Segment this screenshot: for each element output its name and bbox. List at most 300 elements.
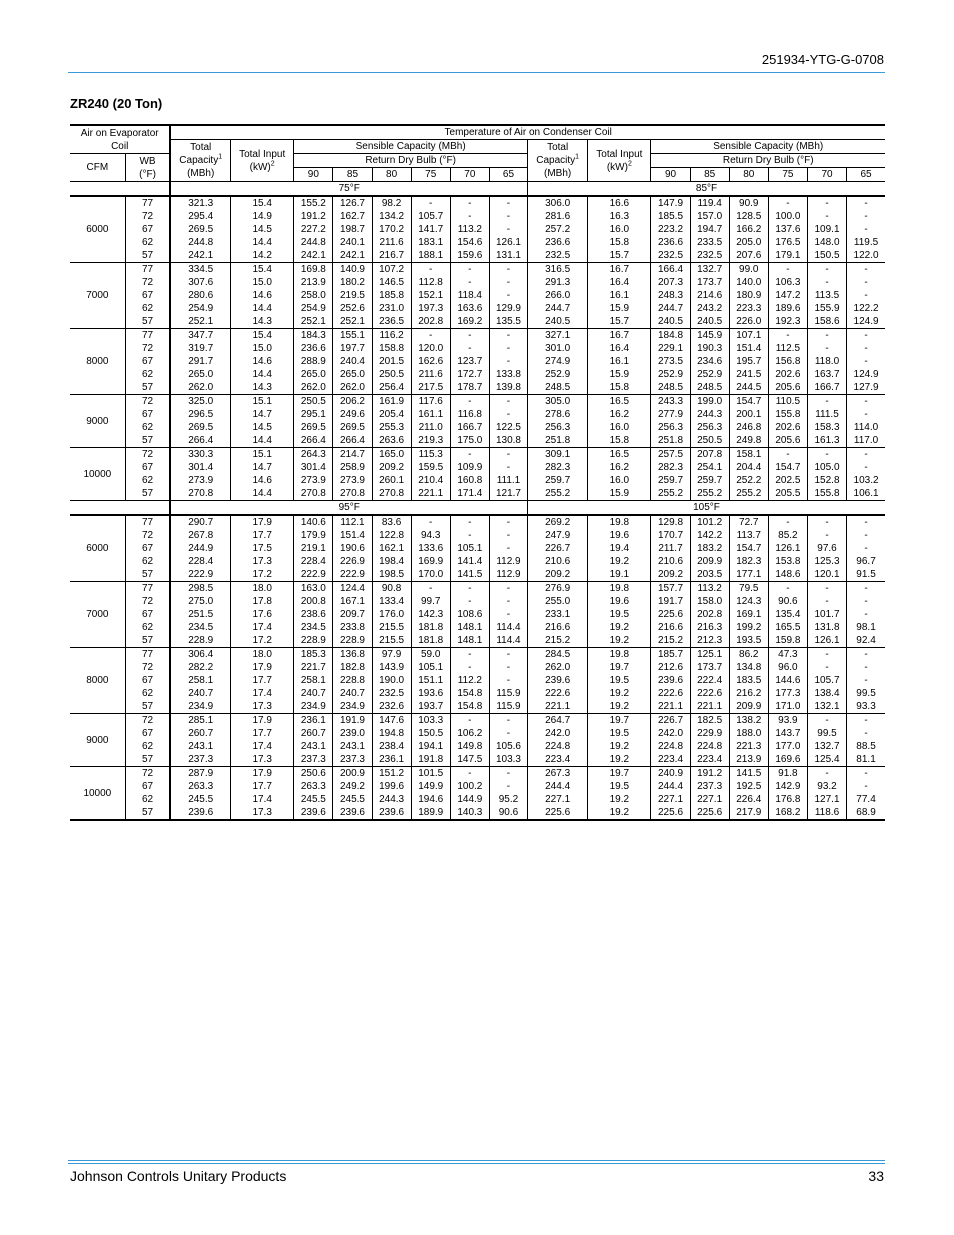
- data-cell: 197.7: [333, 342, 372, 355]
- wb-cell: 72: [141, 662, 154, 673]
- data-cell: 239.6: [294, 806, 333, 820]
- data-cell: 47.3: [768, 648, 807, 662]
- data-cell: 243.2: [690, 302, 729, 315]
- data-cell: 194.1: [411, 740, 450, 753]
- data-cell: 14.3: [231, 315, 294, 329]
- wb-cell: 72: [141, 596, 154, 607]
- data-cell: 255.2: [690, 487, 729, 501]
- wb-cell: 62: [141, 303, 154, 314]
- data-cell: 226.4: [729, 793, 768, 806]
- data-cell: 120.1: [807, 568, 846, 582]
- data-cell: 193.7: [411, 700, 450, 714]
- data-cell: 221.1: [651, 700, 690, 714]
- data-cell: 270.8: [372, 487, 411, 501]
- data-cell: 191.7: [651, 595, 690, 608]
- data-cell: -: [807, 263, 846, 277]
- wb-cell: 57: [141, 635, 154, 646]
- data-cell: 165.0: [372, 448, 411, 462]
- data-cell: 219.3: [411, 434, 450, 448]
- table-row: [70, 474, 885, 487]
- data-cell: 194.6: [411, 793, 450, 806]
- data-cell: 93.3: [847, 700, 885, 714]
- data-cell: 221.1: [690, 700, 729, 714]
- data-cell: 234.9: [294, 700, 333, 714]
- data-cell: 198.7: [333, 223, 372, 236]
- data-cell: 185.5: [651, 210, 690, 223]
- data-cell: 19.5: [588, 608, 651, 621]
- wb-cell: 57: [141, 488, 154, 499]
- data-cell: 16.0: [588, 223, 651, 236]
- data-cell: -: [847, 408, 885, 421]
- data-cell: 91.5: [847, 568, 885, 582]
- wb-cell: 72: [125, 448, 170, 462]
- data-cell: 68.9: [847, 806, 885, 820]
- data-cell: 266.4: [170, 434, 230, 448]
- data-cell: 233.5: [690, 236, 729, 249]
- data-cell: 105.7: [807, 674, 846, 687]
- data-cell: 185.7: [651, 648, 690, 662]
- data-cell: 237.3: [690, 780, 729, 793]
- data-cell: 202.8: [690, 608, 729, 621]
- data-cell: 163.0: [294, 582, 333, 596]
- wb-cell: 77: [125, 648, 170, 662]
- data-cell: 197.3: [411, 302, 450, 315]
- data-cell: 264.7: [528, 714, 588, 728]
- data-cell: 98.2: [372, 196, 411, 210]
- data-cell: 211.6: [411, 368, 450, 381]
- data-cell: 129.9: [489, 302, 527, 315]
- table-row: [70, 276, 885, 289]
- data-cell: 275.0: [170, 595, 230, 608]
- data-cell: 266.4: [333, 434, 372, 448]
- table-row: [70, 582, 885, 596]
- data-cell: -: [489, 196, 527, 210]
- data-cell: 254.9: [170, 302, 230, 315]
- data-cell: -: [807, 329, 846, 343]
- data-cell: 192.5: [729, 780, 768, 793]
- data-cell: 221.1: [528, 700, 588, 714]
- data-cell: 255.2: [729, 487, 768, 501]
- header-db-left: 85: [333, 168, 372, 182]
- data-cell: 309.1: [528, 448, 588, 462]
- data-cell: -: [847, 395, 885, 409]
- data-cell: 225.6: [651, 806, 690, 820]
- wb-cell: 77: [141, 198, 154, 209]
- data-cell: 90.6: [489, 806, 527, 820]
- data-cell: 256.4: [372, 381, 411, 395]
- data-cell: 133.8: [489, 368, 527, 381]
- header-db-right: 80: [729, 168, 768, 182]
- data-cell: 256.3: [690, 421, 729, 434]
- header-db-right: 90: [651, 168, 690, 182]
- data-cell: 94.3: [411, 529, 450, 542]
- data-cell: -: [768, 448, 807, 462]
- footer-company: Johnson Controls Unitary Products: [70, 1168, 287, 1184]
- data-cell: 86.2: [729, 648, 768, 662]
- data-cell: 228.4: [294, 555, 333, 568]
- data-cell: 236.6: [651, 236, 690, 249]
- wb-cell: 57: [141, 701, 154, 712]
- wb-cell: 67: [141, 356, 154, 367]
- data-cell: 222.4: [690, 674, 729, 687]
- data-cell: -: [489, 342, 527, 355]
- data-cell: 255.2: [651, 487, 690, 501]
- data-cell: -: [489, 289, 527, 302]
- data-cell: -: [768, 329, 807, 343]
- data-cell: 161.3: [807, 434, 846, 448]
- data-cell: 236.1: [372, 753, 411, 767]
- data-cell: 119.5: [847, 236, 885, 249]
- data-cell: -: [807, 714, 846, 728]
- table-row: [70, 461, 885, 474]
- data-cell: 152.1: [411, 289, 450, 302]
- data-cell: 147.6: [372, 714, 411, 728]
- table-row: [70, 727, 885, 740]
- data-cell: 319.7: [170, 342, 230, 355]
- data-cell: 270.8: [170, 487, 230, 501]
- data-cell: 127.9: [847, 381, 885, 395]
- wb-cell: 67: [141, 609, 154, 620]
- data-cell: 254.9: [294, 302, 333, 315]
- data-cell: 216.2: [729, 687, 768, 700]
- data-cell: 192.3: [768, 315, 807, 329]
- data-cell: 212.6: [651, 661, 690, 674]
- wb-cell: 72: [125, 714, 170, 728]
- header-cfm: CFM: [70, 154, 125, 182]
- data-cell: -: [807, 661, 846, 674]
- data-cell: 217.5: [411, 381, 450, 395]
- data-cell: 225.6: [651, 608, 690, 621]
- data-cell: -: [847, 529, 885, 542]
- data-cell: -: [847, 767, 885, 781]
- data-cell: 177.0: [768, 740, 807, 753]
- data-cell: 191.2: [690, 767, 729, 781]
- data-cell: 99.5: [807, 727, 846, 740]
- wb-cell: 67: [141, 409, 154, 420]
- wb-cell: 57: [141, 569, 154, 580]
- data-cell: -: [847, 196, 885, 210]
- data-cell: 16.5: [588, 395, 651, 409]
- data-cell: 215.5: [372, 634, 411, 648]
- data-cell: 260.7: [170, 727, 230, 740]
- table-row: [70, 487, 885, 501]
- data-cell: -: [847, 461, 885, 474]
- data-cell: 125.1: [690, 648, 729, 662]
- data-cell: 190.6: [333, 542, 372, 555]
- data-cell: 158.8: [372, 342, 411, 355]
- data-cell: 154.8: [450, 687, 489, 700]
- data-cell: 234.5: [294, 621, 333, 634]
- data-cell: 14.5: [231, 223, 294, 236]
- data-cell: -: [489, 223, 527, 236]
- data-cell: 216.7: [372, 249, 411, 263]
- data-cell: 141.5: [450, 568, 489, 582]
- data-cell: 189.9: [411, 806, 450, 820]
- wb-cell: 67: [141, 781, 154, 792]
- table-row: [70, 793, 885, 806]
- data-cell: 128.5: [729, 210, 768, 223]
- data-cell: 165.5: [768, 621, 807, 634]
- data-cell: 111.5: [807, 408, 846, 421]
- data-cell: -: [847, 342, 885, 355]
- data-cell: 103.2: [847, 474, 885, 487]
- data-cell: 215.2: [528, 634, 588, 648]
- header-db-right: 70: [807, 168, 846, 182]
- data-cell: 155.8: [807, 487, 846, 501]
- data-cell: 202.8: [411, 315, 450, 329]
- data-cell: -: [450, 342, 489, 355]
- data-cell: 150.5: [807, 249, 846, 263]
- data-cell: 255.2: [528, 487, 588, 501]
- data-cell: 238.4: [372, 740, 411, 753]
- data-cell: 270.8: [333, 487, 372, 501]
- data-cell: 214.7: [333, 448, 372, 462]
- data-cell: 166.2: [729, 223, 768, 236]
- data-cell: 18.0: [231, 648, 294, 662]
- data-cell: 194.7: [690, 223, 729, 236]
- data-cell: 17.7: [231, 529, 294, 542]
- data-cell: 109.9: [450, 461, 489, 474]
- wb-cell: 67: [141, 675, 154, 686]
- cooling-performance-table: [70, 124, 885, 821]
- data-cell: 252.2: [729, 474, 768, 487]
- data-cell: 144.9: [450, 793, 489, 806]
- data-cell: 19.2: [588, 806, 651, 820]
- data-cell: 237.3: [294, 753, 333, 767]
- data-cell: 162.1: [372, 542, 411, 555]
- header-total-input-right: [588, 140, 651, 182]
- table-row: [70, 555, 885, 568]
- data-cell: 248.5: [690, 381, 729, 395]
- data-cell: 347.7: [170, 329, 230, 343]
- data-cell: 244.5: [729, 381, 768, 395]
- footnote-marker: 2: [627, 160, 632, 168]
- data-cell: 14.4: [231, 302, 294, 315]
- data-cell: 148.1: [450, 634, 489, 648]
- data-cell: -: [807, 582, 846, 596]
- wb-cell: 67: [141, 290, 154, 301]
- cfm-cell: 8000: [70, 648, 125, 714]
- data-cell: 296.5: [170, 408, 230, 421]
- data-cell: 92.4: [847, 634, 885, 648]
- table-row: [70, 223, 885, 236]
- data-cell: 228.9: [294, 634, 333, 648]
- data-cell: 209.7: [333, 608, 372, 621]
- data-cell: -: [807, 767, 846, 781]
- data-cell: 270.8: [294, 487, 333, 501]
- data-cell: 247.9: [528, 529, 588, 542]
- data-cell: 105.0: [807, 461, 846, 474]
- data-cell: 17.4: [231, 793, 294, 806]
- data-cell: 209.2: [372, 461, 411, 474]
- data-cell: 267.8: [170, 529, 230, 542]
- data-cell: 133.6: [411, 542, 450, 555]
- data-cell: 81.1: [847, 753, 885, 767]
- data-cell: 19.2: [588, 555, 651, 568]
- data-cell: 205.6: [768, 434, 807, 448]
- data-cell: 202.6: [768, 421, 807, 434]
- data-cell: 301.0: [528, 342, 588, 355]
- data-cell: 99.0: [729, 263, 768, 277]
- data-cell: 16.1: [588, 289, 651, 302]
- data-cell: 236.6: [528, 236, 588, 249]
- wb-cell: 62: [141, 475, 154, 486]
- header-db-right: 85: [690, 168, 729, 182]
- data-cell: 265.0: [294, 368, 333, 381]
- data-cell: 274.9: [528, 355, 588, 368]
- data-cell: 101.7: [807, 608, 846, 621]
- data-cell: 252.9: [528, 368, 588, 381]
- header-temp-condenser: Temperature of Air on Condenser Coil: [170, 125, 885, 140]
- data-cell: 287.9: [170, 767, 230, 781]
- data-cell: 112.5: [768, 342, 807, 355]
- table-row: [70, 302, 885, 315]
- data-cell: -: [411, 515, 450, 529]
- table-row: [70, 263, 885, 277]
- data-cell: 260.7: [294, 727, 333, 740]
- data-cell: 226.9: [333, 555, 372, 568]
- data-cell: 142.9: [768, 780, 807, 793]
- data-cell: 132.7: [690, 263, 729, 277]
- data-cell: 184.3: [294, 329, 333, 343]
- data-cell: 15.8: [588, 236, 651, 249]
- data-cell: 124.9: [847, 368, 885, 381]
- data-cell: 306.0: [528, 196, 588, 210]
- data-cell: 153.8: [768, 555, 807, 568]
- header-db-left: 90: [294, 168, 333, 182]
- data-cell: 240.7: [170, 687, 230, 700]
- data-cell: 251.8: [651, 434, 690, 448]
- data-cell: 107.1: [729, 329, 768, 343]
- data-cell: -: [489, 408, 527, 421]
- data-cell: 227.1: [651, 793, 690, 806]
- data-cell: 263.3: [170, 780, 230, 793]
- data-cell: 260.1: [372, 474, 411, 487]
- data-cell: 282.3: [528, 461, 588, 474]
- data-cell: 17.9: [231, 767, 294, 781]
- data-cell: 16.3: [588, 210, 651, 223]
- data-cell: 263.6: [372, 434, 411, 448]
- data-cell: 242.0: [528, 727, 588, 740]
- data-cell: 258.1: [170, 674, 230, 687]
- data-cell: 14.4: [231, 487, 294, 501]
- data-cell: 166.4: [651, 263, 690, 277]
- table-row: [70, 421, 885, 434]
- data-cell: 240.7: [294, 687, 333, 700]
- data-cell: 232.6: [372, 700, 411, 714]
- data-cell: 204.4: [729, 461, 768, 474]
- data-cell: 113.2: [690, 582, 729, 596]
- data-cell: 222.9: [333, 568, 372, 582]
- data-cell: 207.6: [729, 249, 768, 263]
- data-cell: 269.5: [170, 223, 230, 236]
- data-cell: 98.1: [847, 621, 885, 634]
- data-cell: 17.7: [231, 780, 294, 793]
- data-cell: 19.2: [588, 687, 651, 700]
- data-cell: 19.7: [588, 767, 651, 781]
- data-cell: 273.9: [170, 474, 230, 487]
- data-cell: 112.2: [450, 674, 489, 687]
- data-cell: 19.2: [588, 753, 651, 767]
- data-cell: 223.2: [651, 223, 690, 236]
- data-cell: -: [807, 595, 846, 608]
- data-cell: 334.5: [170, 263, 230, 277]
- data-cell: 244.8: [294, 236, 333, 249]
- data-cell: -: [450, 661, 489, 674]
- footnote-marker: 1: [575, 153, 580, 161]
- data-cell: -: [847, 223, 885, 236]
- data-cell: 269.5: [333, 421, 372, 434]
- data-cell: 17.8: [231, 595, 294, 608]
- data-cell: 155.2: [294, 196, 333, 210]
- data-cell: 169.6: [768, 753, 807, 767]
- data-cell: 240.9: [651, 767, 690, 781]
- data-cell: 17.3: [231, 700, 294, 714]
- table-row: [70, 608, 885, 621]
- data-cell: 16.5: [588, 448, 651, 462]
- wb-cell: 62: [141, 556, 154, 567]
- data-cell: 112.8: [411, 276, 450, 289]
- data-cell: -: [489, 355, 527, 368]
- cfm-cell: 9000: [70, 714, 125, 767]
- data-cell: 136.8: [333, 648, 372, 662]
- data-cell: 170.7: [651, 529, 690, 542]
- cfm-cell: 6000: [70, 515, 125, 582]
- data-cell: 224.8: [651, 740, 690, 753]
- data-cell: 17.9: [231, 714, 294, 728]
- data-cell: 176.0: [372, 608, 411, 621]
- data-cell: 242.1: [170, 249, 230, 263]
- data-cell: -: [847, 329, 885, 343]
- data-cell: 188.0: [729, 727, 768, 740]
- data-cell: -: [847, 661, 885, 674]
- table-row: [70, 714, 885, 728]
- data-cell: 161.1: [411, 408, 450, 421]
- data-cell: 236.1: [294, 714, 333, 728]
- data-cell: 19.5: [588, 674, 651, 687]
- data-cell: 229.9: [690, 727, 729, 740]
- data-cell: -: [489, 461, 527, 474]
- data-cell: 211.6: [372, 236, 411, 249]
- data-cell: 223.3: [729, 302, 768, 315]
- data-cell: 143.7: [768, 727, 807, 740]
- data-cell: 15.1: [231, 448, 294, 462]
- table-row: [70, 434, 885, 448]
- data-cell: 95.2: [489, 793, 527, 806]
- data-cell: 232.5: [690, 249, 729, 263]
- data-cell: 140.0: [729, 276, 768, 289]
- data-cell: 138.2: [729, 714, 768, 728]
- data-cell: 147.9: [651, 196, 690, 210]
- data-cell: 226.0: [729, 315, 768, 329]
- data-cell: 105.6: [489, 740, 527, 753]
- data-cell: 126.7: [333, 196, 372, 210]
- data-cell: 239.6: [170, 806, 230, 820]
- data-cell: 222.9: [294, 568, 333, 582]
- data-cell: 131.8: [807, 621, 846, 634]
- data-cell: 240.4: [333, 355, 372, 368]
- header-air-on-evaporator: Air on Evaporator Coil: [70, 125, 170, 154]
- data-cell: 257.5: [651, 448, 690, 462]
- data-cell: 169.1: [729, 608, 768, 621]
- data-cell: 316.5: [528, 263, 588, 277]
- data-cell: -: [489, 648, 527, 662]
- data-cell: 284.5: [528, 648, 588, 662]
- data-cell: 242.0: [651, 727, 690, 740]
- data-cell: 216.6: [651, 621, 690, 634]
- data-cell: 219.1: [294, 542, 333, 555]
- data-cell: -: [489, 767, 527, 781]
